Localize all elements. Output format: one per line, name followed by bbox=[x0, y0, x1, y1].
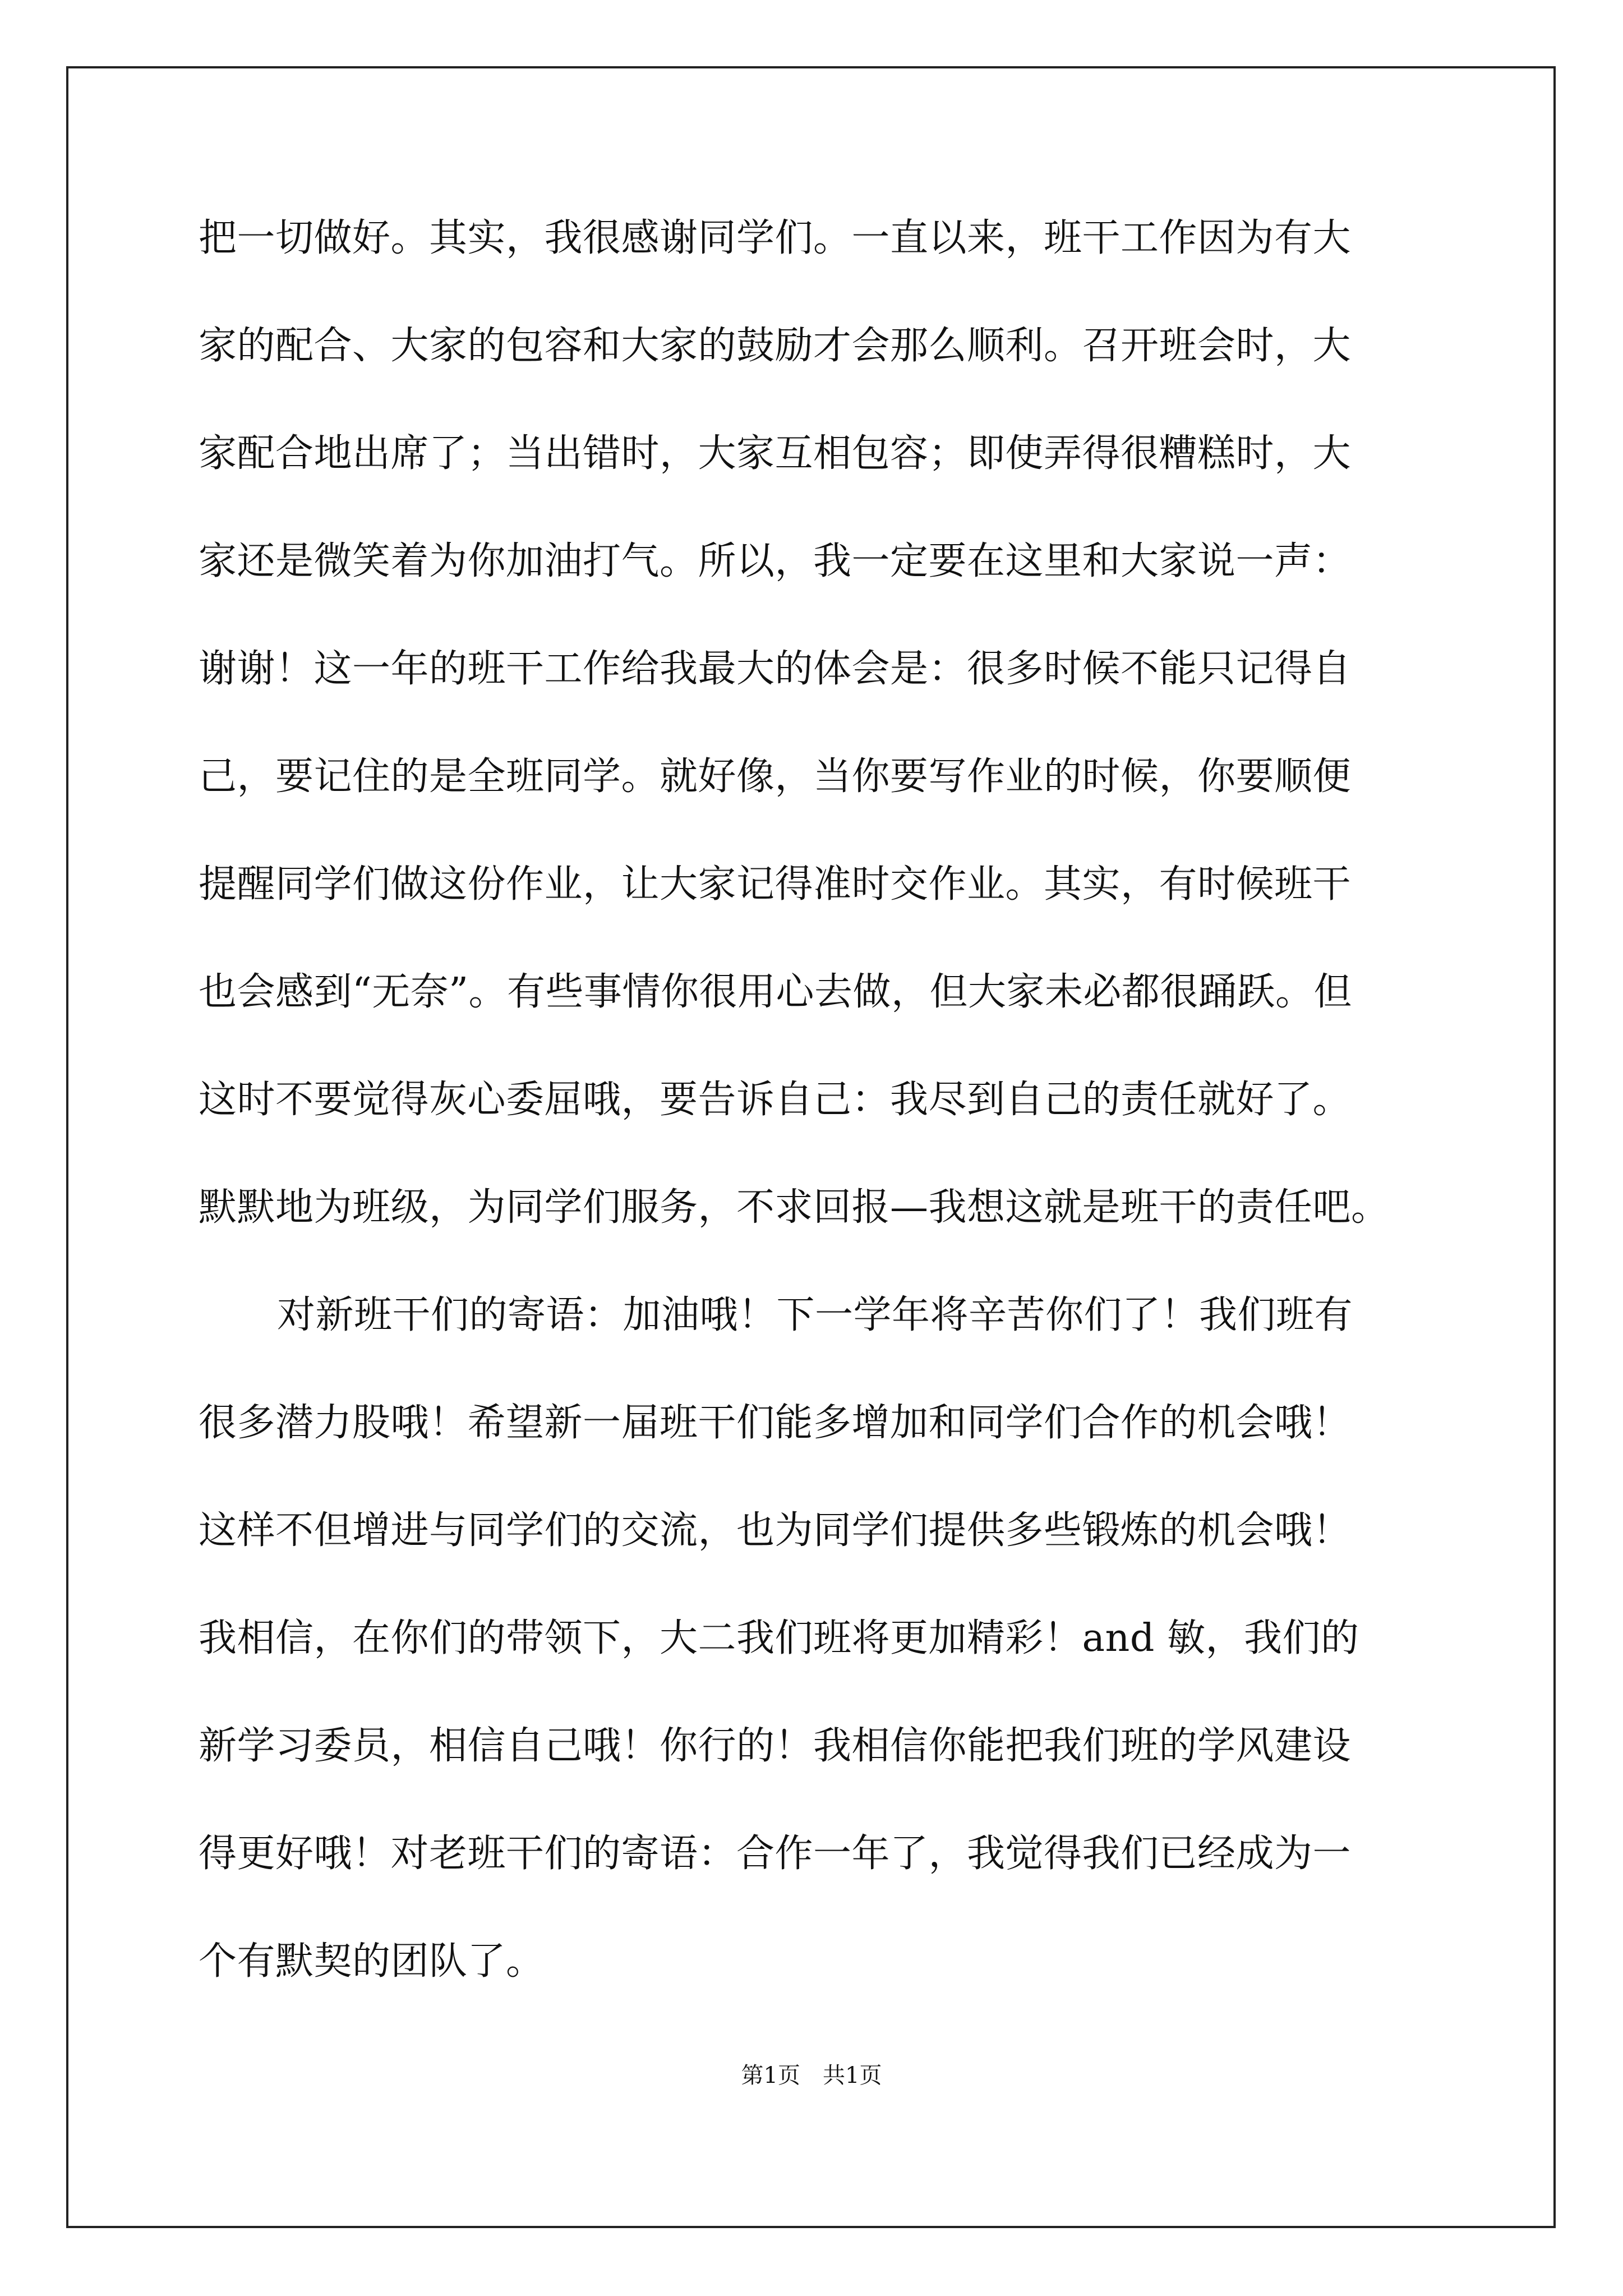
text-line: 个有默契的团队了。 bbox=[199, 1939, 545, 1984]
text-line: 我相信，在你们的带领下，大二我们班将更加精彩！and 敏，我们的 bbox=[199, 1616, 1359, 1660]
page-total: 共1页 bbox=[823, 2063, 882, 2088]
text-line: 家配合地出席了；当出错时，大家互相包容；即使弄得很糟糕时，大 bbox=[199, 431, 1352, 476]
text-line: 这样不但增进与同学们的交流，也为同学们提供多些锻炼的机会哦！ bbox=[199, 1508, 1352, 1553]
text-line: 新学习委员，相信自己哦！你行的！我相信你能把我们班的学风建设 bbox=[199, 1724, 1352, 1768]
paragraph bbox=[199, 1290, 1430, 2044]
text-line: 家还是微笑着为你加油打气。所以，我一定要在这里和大家说一声： bbox=[199, 539, 1352, 583]
paragraph bbox=[199, 213, 1430, 1290]
text-line: 把一切做好。其实，我很感谢同学们。一直以来，班干工作因为有大 bbox=[199, 216, 1352, 260]
document-body bbox=[199, 213, 1430, 2044]
text-line: 谢谢！这一年的班干工作给我最大的体会是：很多时候不能只记得自 bbox=[199, 647, 1352, 691]
text-line: 默默地为班级，为同学们服务，不求回报—我想这就是班干的责任吧。 bbox=[199, 1185, 1390, 1230]
text-line: 己，要记住的是全班同学。就好像，当你要写作业的时候，你要顺便 bbox=[199, 754, 1352, 799]
text-line: 很多潜力股哦！希望新一届班干们能多增加和同学们合作的机会哦！ bbox=[199, 1401, 1352, 1445]
text-line: 对新班干们的寄语：加油哦！下一学年将辛苦你们了！我们班有 bbox=[277, 1293, 1353, 1337]
text-line: 提醒同学们做这份作业，让大家记得准时交作业。其实，有时候班干 bbox=[199, 862, 1352, 907]
text-line: 这时不要觉得灰心委屈哦，要告诉自己：我尽到自己的责任就好了。 bbox=[199, 1078, 1352, 1122]
page-number: 第1页 bbox=[741, 2063, 800, 2088]
text-line: 也会感到“无奈”。有些事情你很用心去做，但大家未必都很踊跃。但 bbox=[199, 970, 1353, 1014]
text-line: 家的配合、大家的包容和大家的鼓励才会那么顺利。召开班会时，大 bbox=[199, 324, 1352, 368]
text-line: 得更好哦！对老班干们的寄语：合作一年了，我觉得我们已经成为一 bbox=[199, 1832, 1352, 1876]
page-footer bbox=[0, 2062, 1623, 2089]
